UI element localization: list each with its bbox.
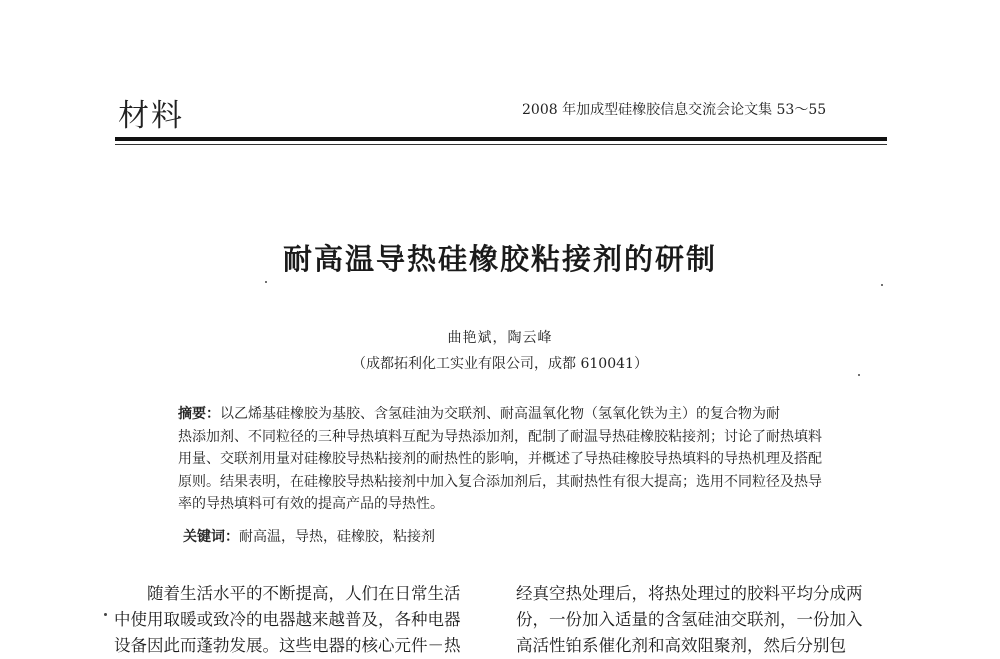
abstract-block — [178, 403, 858, 516]
paper-affiliation: （成都拓利化工实业有限公司，成都 610041） — [352, 356, 648, 372]
abstract-text: 以乙烯基硅橡胶为基胶、含氢硅油为交联剂、耐高温氧化物（氢氧化铁为主）的复合物为耐 — [220, 406, 780, 422]
body-line: 中使用取暖或致冷的电器越来越普及，各种电器 — [114, 610, 461, 629]
abstract-line — [178, 403, 858, 426]
body-column-left — [114, 581, 486, 659]
body-column-right — [516, 581, 888, 659]
header-rule-thick — [115, 137, 887, 141]
body-line: 份，一份加入适量的含氢硅油交联剂，一份加入 — [516, 610, 863, 629]
abstract-line: 原则。结果表明，在硅橡胶导热粘接剂中加入复合添加剂后，其耐热性有很大提高；选用不同粒径及热导 — [178, 473, 822, 490]
section-label: 材料 — [118, 98, 184, 134]
abstract-line: 率的导热填料可有效的提高产品的导热性。 — [178, 496, 444, 512]
header-rule-thin — [115, 144, 887, 145]
scan-speck — [104, 613, 107, 616]
abstract-line: 用量、交联剂用量对硅橡胶导热粘接剂的耐热性的影响，并概述了导热硅橡胶导热填料的导热机理及搭配 — [178, 451, 822, 467]
keywords-label: 关键词： — [183, 529, 239, 545]
scan-speck — [881, 284, 883, 286]
paper-title: 耐高温导热硅橡胶粘接剂的研制 — [282, 242, 717, 276]
abstract-label: 摘要： — [178, 406, 220, 422]
journal-citation: 2008 年加成型硅橡胶信息交流会论文集 53～55 — [522, 102, 827, 118]
keywords-text: 耐高温，导热，硅橡胶，粘接剂 — [239, 529, 435, 545]
scan-speck — [265, 281, 267, 283]
body-line: 随着生活水平的不断提高，人们在日常生活 — [147, 584, 461, 603]
keywords-block — [183, 526, 863, 546]
body-line: 经真空热处理后，将热处理过的胶料平均分成两 — [516, 584, 863, 603]
abstract-line: 热添加剂、不同粒径的三种导热填料互配为导热添加剂，配制了耐温导热硅橡胶粘接剂；讨论了耐热填料 — [178, 428, 822, 445]
scan-speck — [858, 374, 860, 376]
paper-authors: 曲艳斌，陶云峰 — [447, 330, 553, 346]
body-line: 高活性铂系催化剂和高效阻聚剂，然后分别包 — [516, 636, 846, 655]
body-line: 设备因此而蓬勃发展。这些电器的核心元件－热 — [114, 636, 461, 655]
